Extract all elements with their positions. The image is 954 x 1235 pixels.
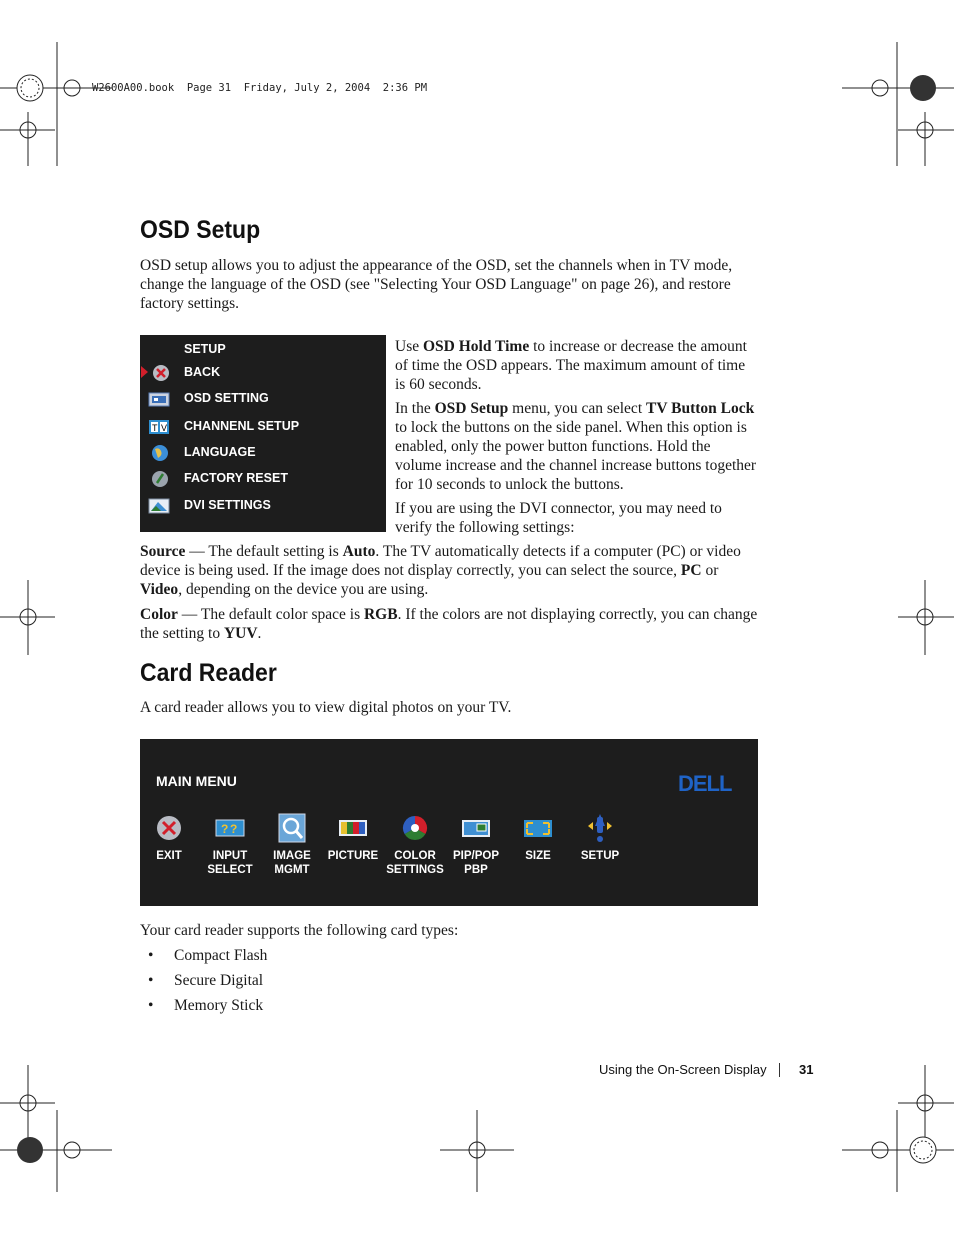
main-menu-item-label: COLOR SETTINGS — [386, 850, 444, 876]
osd-setup-heading: OSD Setup — [140, 216, 261, 244]
main-menu-item-picture[interactable] — [318, 813, 388, 863]
svg-text:?: ? — [221, 822, 229, 836]
image-mgmt-icon — [277, 813, 307, 843]
card-types-intro: Your card reader supports the following card types: — [140, 922, 459, 939]
card-types-list — [140, 946, 758, 1021]
picture-icon — [338, 813, 368, 843]
main-menu-item-label: SETUP — [580, 850, 620, 862]
main-menu-item-setup[interactable] — [565, 813, 635, 863]
main-menu-item-label: PICTURE — [327, 850, 379, 862]
size-icon — [523, 813, 553, 843]
main-menu-item-label: IMAGE MGMT — [273, 850, 311, 876]
main-menu-item-size[interactable] — [503, 813, 573, 863]
setup-icon — [585, 813, 615, 843]
color-paragraph: Color — The default color space is RGB. If the colors are not displaying correctly, you can change the setting to YUV. — [140, 606, 758, 642]
setup-menu-title: SETUP — [184, 342, 226, 356]
list-item: • Secure Digital — [140, 971, 758, 990]
print-header: W2600A00.book Page 31 Friday, July 2, 2004 2:36 PM — [92, 82, 428, 94]
svg-text:T: T — [152, 423, 158, 433]
source-paragraph: Source — The default setting is Auto. The TV automatically detects if a computer (PC) or video device is being used. If the image does not display correctly, you can select the source, PC or Video, depending on the device you are using. — [140, 543, 741, 598]
osd-item-dvi-settings[interactable] — [140, 495, 386, 517]
main-menu-title: MAIN MENU — [156, 773, 237, 789]
input-select-icon — [215, 813, 245, 843]
tv-button-lock-paragraph: In the OSD Setup menu, you can select TV Button Lock to lock the buttons on the side panel. When this option is enabled, only the power button functions. Hold the volume increase and the channel increase buttons together for 10 seconds to unlock the buttons. — [395, 400, 757, 493]
main-menu-item-label: EXIT — [156, 850, 182, 862]
factory-reset-icon — [148, 469, 170, 489]
osd-item-factory-reset[interactable] — [140, 468, 386, 490]
osd-item-label: FACTORY RESET — [184, 471, 288, 485]
exit-icon — [154, 813, 184, 843]
main-menu-item-color-settings[interactable] — [380, 813, 450, 877]
dvi-paragraph: If you are using the DVI connector, you may need to verify the following settings: — [395, 500, 722, 536]
osd-hold-time-paragraph: Use OSD Hold Time to increase or decrease the amount of time the OSD appears. The maximum amount of time is 60 seconds. — [395, 338, 747, 393]
main-menu-item-exit[interactable] — [134, 813, 204, 863]
footer-section-title: Using the On-Screen Display — [599, 1062, 767, 1077]
osd-item-back[interactable] — [140, 362, 386, 384]
osd-item-language[interactable] — [140, 442, 386, 464]
main-menu-item-label: INPUT SELECT — [207, 850, 253, 876]
main-menu-item-label: PIP/POP PBP — [452, 850, 500, 876]
list-item: • Compact Flash — [140, 946, 758, 965]
osd-item-osd-setting[interactable] — [140, 388, 386, 410]
osd-item-label: DVI SETTINGS — [184, 498, 271, 512]
setup-osd-panel — [140, 335, 386, 532]
osd-setup-intro: OSD setup allows you to adjust the appearance of the OSD, set the channels when in TV mode, change the language of the OSD (see "Selecting Your OSD Language" on page 26), and restore factory settings. — [140, 257, 733, 312]
dell-logo — [678, 772, 744, 794]
color-settings-icon — [400, 813, 430, 843]
main-menu-item-image-mgmt[interactable] — [257, 813, 327, 877]
osd-item-label: OSD SETTING — [184, 391, 269, 405]
pip-pop-icon — [461, 813, 491, 843]
selection-pointer-icon — [141, 366, 148, 378]
card-reader-intro: A card reader allows you to view digital photos on your TV. — [140, 699, 512, 716]
main-menu-panel — [140, 739, 758, 906]
main-menu-item-input-select[interactable] — [195, 813, 265, 877]
exit-x-icon — [148, 363, 170, 383]
page-number: 31 — [799, 1062, 814, 1077]
osd-setting-icon — [148, 389, 170, 409]
globe-icon — [148, 443, 170, 463]
dvi-settings-icon — [148, 496, 170, 516]
channel-setup-icon — [148, 417, 170, 437]
osd-item-channel-setup[interactable] — [140, 416, 386, 438]
svg-text:DELL: DELL — [678, 772, 732, 794]
osd-item-label: BACK — [184, 365, 221, 379]
svg-text:V: V — [161, 423, 168, 433]
osd-item-label: LANGUAGE — [184, 445, 256, 459]
osd-item-label: CHANNENL SETUP — [184, 419, 300, 433]
card-reader-heading: Card Reader — [140, 659, 277, 687]
list-item: • Memory Stick — [140, 996, 758, 1015]
svg-text:?: ? — [230, 822, 238, 836]
main-menu-item-label: SIZE — [525, 850, 551, 862]
main-menu-item-pip-pop[interactable] — [441, 813, 511, 877]
footer-divider — [779, 1063, 780, 1077]
